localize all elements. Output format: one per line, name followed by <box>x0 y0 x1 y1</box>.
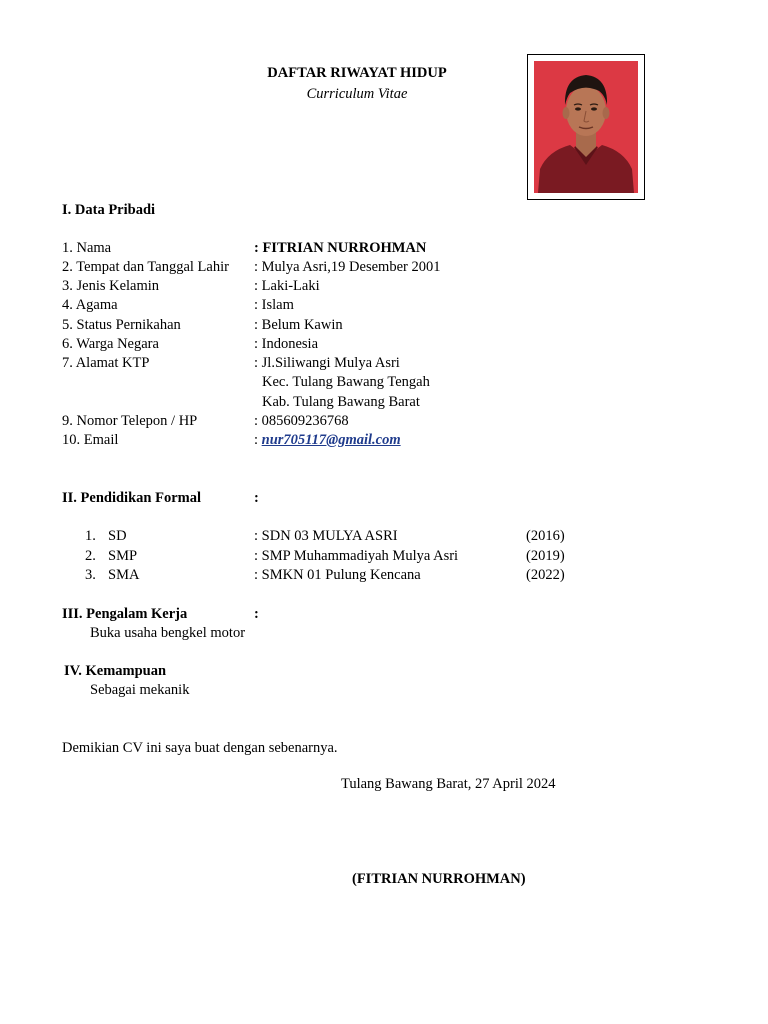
section-work-heading: III. Pengalam Kerja <box>62 606 188 622</box>
name-label: 1. Nama <box>62 240 112 256</box>
document-subtitle: Curriculum Vitae <box>306 86 408 102</box>
education-year: (2016) <box>526 528 565 544</box>
address-line-1: : Jl.Siliwangi Mulya Asri <box>254 355 400 371</box>
address-line-3: Kab. Tulang Bawang Barat <box>262 394 420 410</box>
citizenship-value: : Indonesia <box>254 336 319 352</box>
name-value: : FITRIAN NURROHMAN <box>254 240 427 256</box>
marital-status-value: : Belum Kawin <box>254 317 343 333</box>
section-skills-heading: IV. Kemampuan <box>64 663 167 679</box>
phone-value: : 085609236768 <box>254 413 349 429</box>
email-link[interactable]: nur705117@gmail.com <box>261 432 401 448</box>
phone-label: 9. Nomor Telepon / HP <box>62 413 198 429</box>
email-label: 10. Email <box>62 432 119 448</box>
photo-frame <box>527 54 645 200</box>
education-year: (2022) <box>526 567 565 583</box>
section-education-colon: : <box>254 490 259 506</box>
profile-photo-image <box>534 61 638 193</box>
education-school: : SMP Muhammadiyah Mulya Asri <box>254 548 459 564</box>
education-year: (2019) <box>526 548 565 564</box>
religion-value: : Islam <box>254 297 294 313</box>
address-label: 7. Alamat KTP <box>62 355 150 371</box>
skills-text: Sebagai mekanik <box>90 682 190 698</box>
birth-label: 2. Tempat dan Tanggal Lahir <box>62 259 229 275</box>
education-number: 3. <box>85 567 96 583</box>
gender-label: 3. Jenis Kelamin <box>62 278 160 294</box>
marital-status-label: 5. Status Pernikahan <box>62 317 181 333</box>
place-date: Tulang Bawang Barat, 27 April 2024 <box>341 776 556 792</box>
section-work-colon: : <box>254 606 259 622</box>
signature-name: (FITRIAN NURROHMAN) <box>352 871 526 887</box>
education-number: 1. <box>85 528 96 544</box>
gender-value: : Laki-Laki <box>254 278 320 294</box>
section-personal-data-heading: I. Data Pribadi <box>62 202 156 218</box>
email-row <box>254 432 401 449</box>
education-level: SMA <box>108 567 140 583</box>
education-level: SD <box>108 528 127 544</box>
birth-value: : Mulya Asri,19 Desember 2001 <box>254 259 441 275</box>
profile-photo <box>534 61 638 193</box>
closing-statement: Demikian CV ini saya buat dengan sebenarnya. <box>62 740 338 756</box>
education-number: 2. <box>85 548 96 564</box>
work-experience-text: Buka usaha bengkel motor <box>90 625 246 641</box>
address-line-2: Kec. Tulang Bawang Tengah <box>262 374 430 390</box>
section-education-heading: II. Pendidikan Formal <box>62 490 201 506</box>
citizenship-label: 6. Warga Negara <box>62 336 159 352</box>
education-school: : SMKN 01 Pulung Kencana <box>254 567 421 583</box>
email-prefix: : <box>254 432 262 448</box>
education-school: : SDN 03 MULYA ASRI <box>254 528 398 544</box>
religion-label: 4. Agama <box>62 297 118 313</box>
education-level: SMP <box>108 548 138 564</box>
document-title: DAFTAR RIWAYAT HIDUP <box>267 65 447 81</box>
